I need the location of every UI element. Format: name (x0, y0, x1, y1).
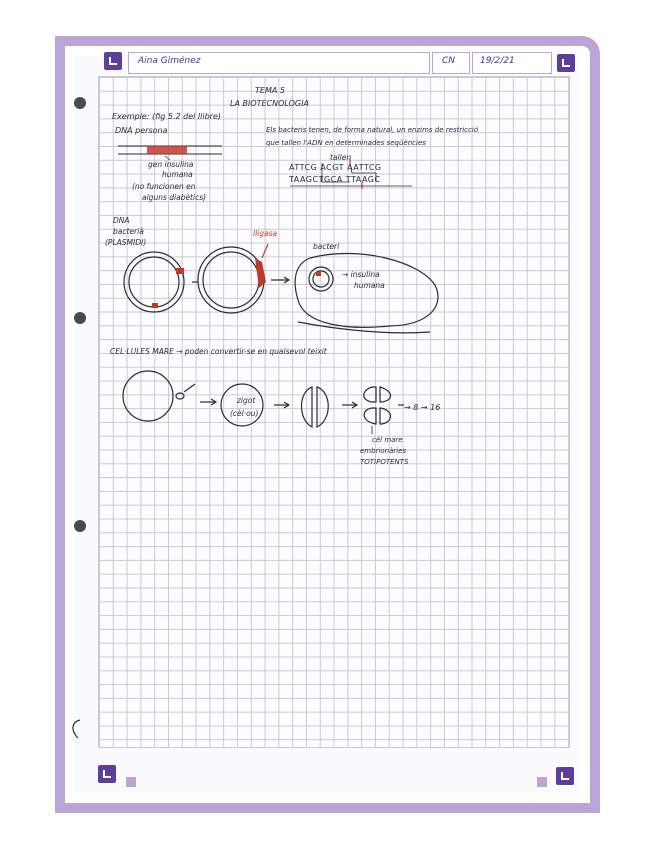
plasmid-label-3: (PLASMIDI) (105, 238, 147, 247)
tallen-label: tallen (330, 153, 352, 162)
gene-label-1: gen insulina (148, 160, 194, 169)
margin-curl (73, 720, 80, 738)
gene-note-2: alguns diabètics) (142, 193, 207, 202)
cell-count-tail: → 8 → 16 (404, 403, 441, 412)
plasmid-label-2: bacterià (113, 227, 144, 236)
gene-note-1: (no funcionen en (132, 182, 196, 191)
stem-note-1: cèl mare (372, 436, 403, 444)
corner-logo-icon (556, 767, 574, 785)
bacteri-label: bacteri (313, 242, 340, 251)
topic-number: TEMA 5 (255, 86, 285, 95)
footer-square (537, 777, 547, 787)
cell-division-sketch (123, 371, 404, 434)
stem-note-2: embrionàries (360, 447, 407, 455)
corner-logo-icon (98, 765, 116, 783)
restriction-text-2: que tallen l'ADN en determinades seqüències (266, 139, 426, 147)
topic-title: LA BIOTECNOLOGIA (230, 99, 309, 108)
dna-person-sketch (118, 146, 222, 160)
student-name: Aina Giménez (138, 56, 201, 66)
stem-note-3: TOTIPOTENTS (360, 458, 409, 466)
plasmid-sketch (124, 244, 289, 313)
restriction-cut-marks (290, 158, 412, 189)
insulin-output-1: → insulina (342, 270, 380, 279)
plasmid-label-1: DNA (113, 216, 130, 225)
dna-sequence-top: ATTCG ACGT AATTCG (289, 163, 382, 172)
bacterium-sketch (295, 253, 438, 332)
dna-person-label: DNA persona (115, 126, 168, 135)
example-label: Exemple: (fig 5.2 del llibre) (112, 112, 221, 121)
footer-square (126, 777, 136, 787)
insulin-output-2: humana (354, 281, 385, 290)
ligase-label: lligasa (253, 229, 278, 238)
subject: CN (442, 56, 456, 66)
date: 19/2/21 (480, 56, 515, 66)
dna-sequence-bottom: TAAGCTGCA TTAAGC (289, 175, 381, 184)
zygote-label-1: zigot (237, 396, 256, 405)
stem-cells-text: CEL·LULES MARE → poden convertir-se en qualsevol teixit (110, 347, 327, 356)
gene-label-2: humana (162, 170, 193, 179)
zygote-label-2: (cèl·ou) (230, 409, 259, 418)
restriction-text-1: Els bacteris tenen, de forma natural, un enzims de restricció (266, 126, 479, 134)
